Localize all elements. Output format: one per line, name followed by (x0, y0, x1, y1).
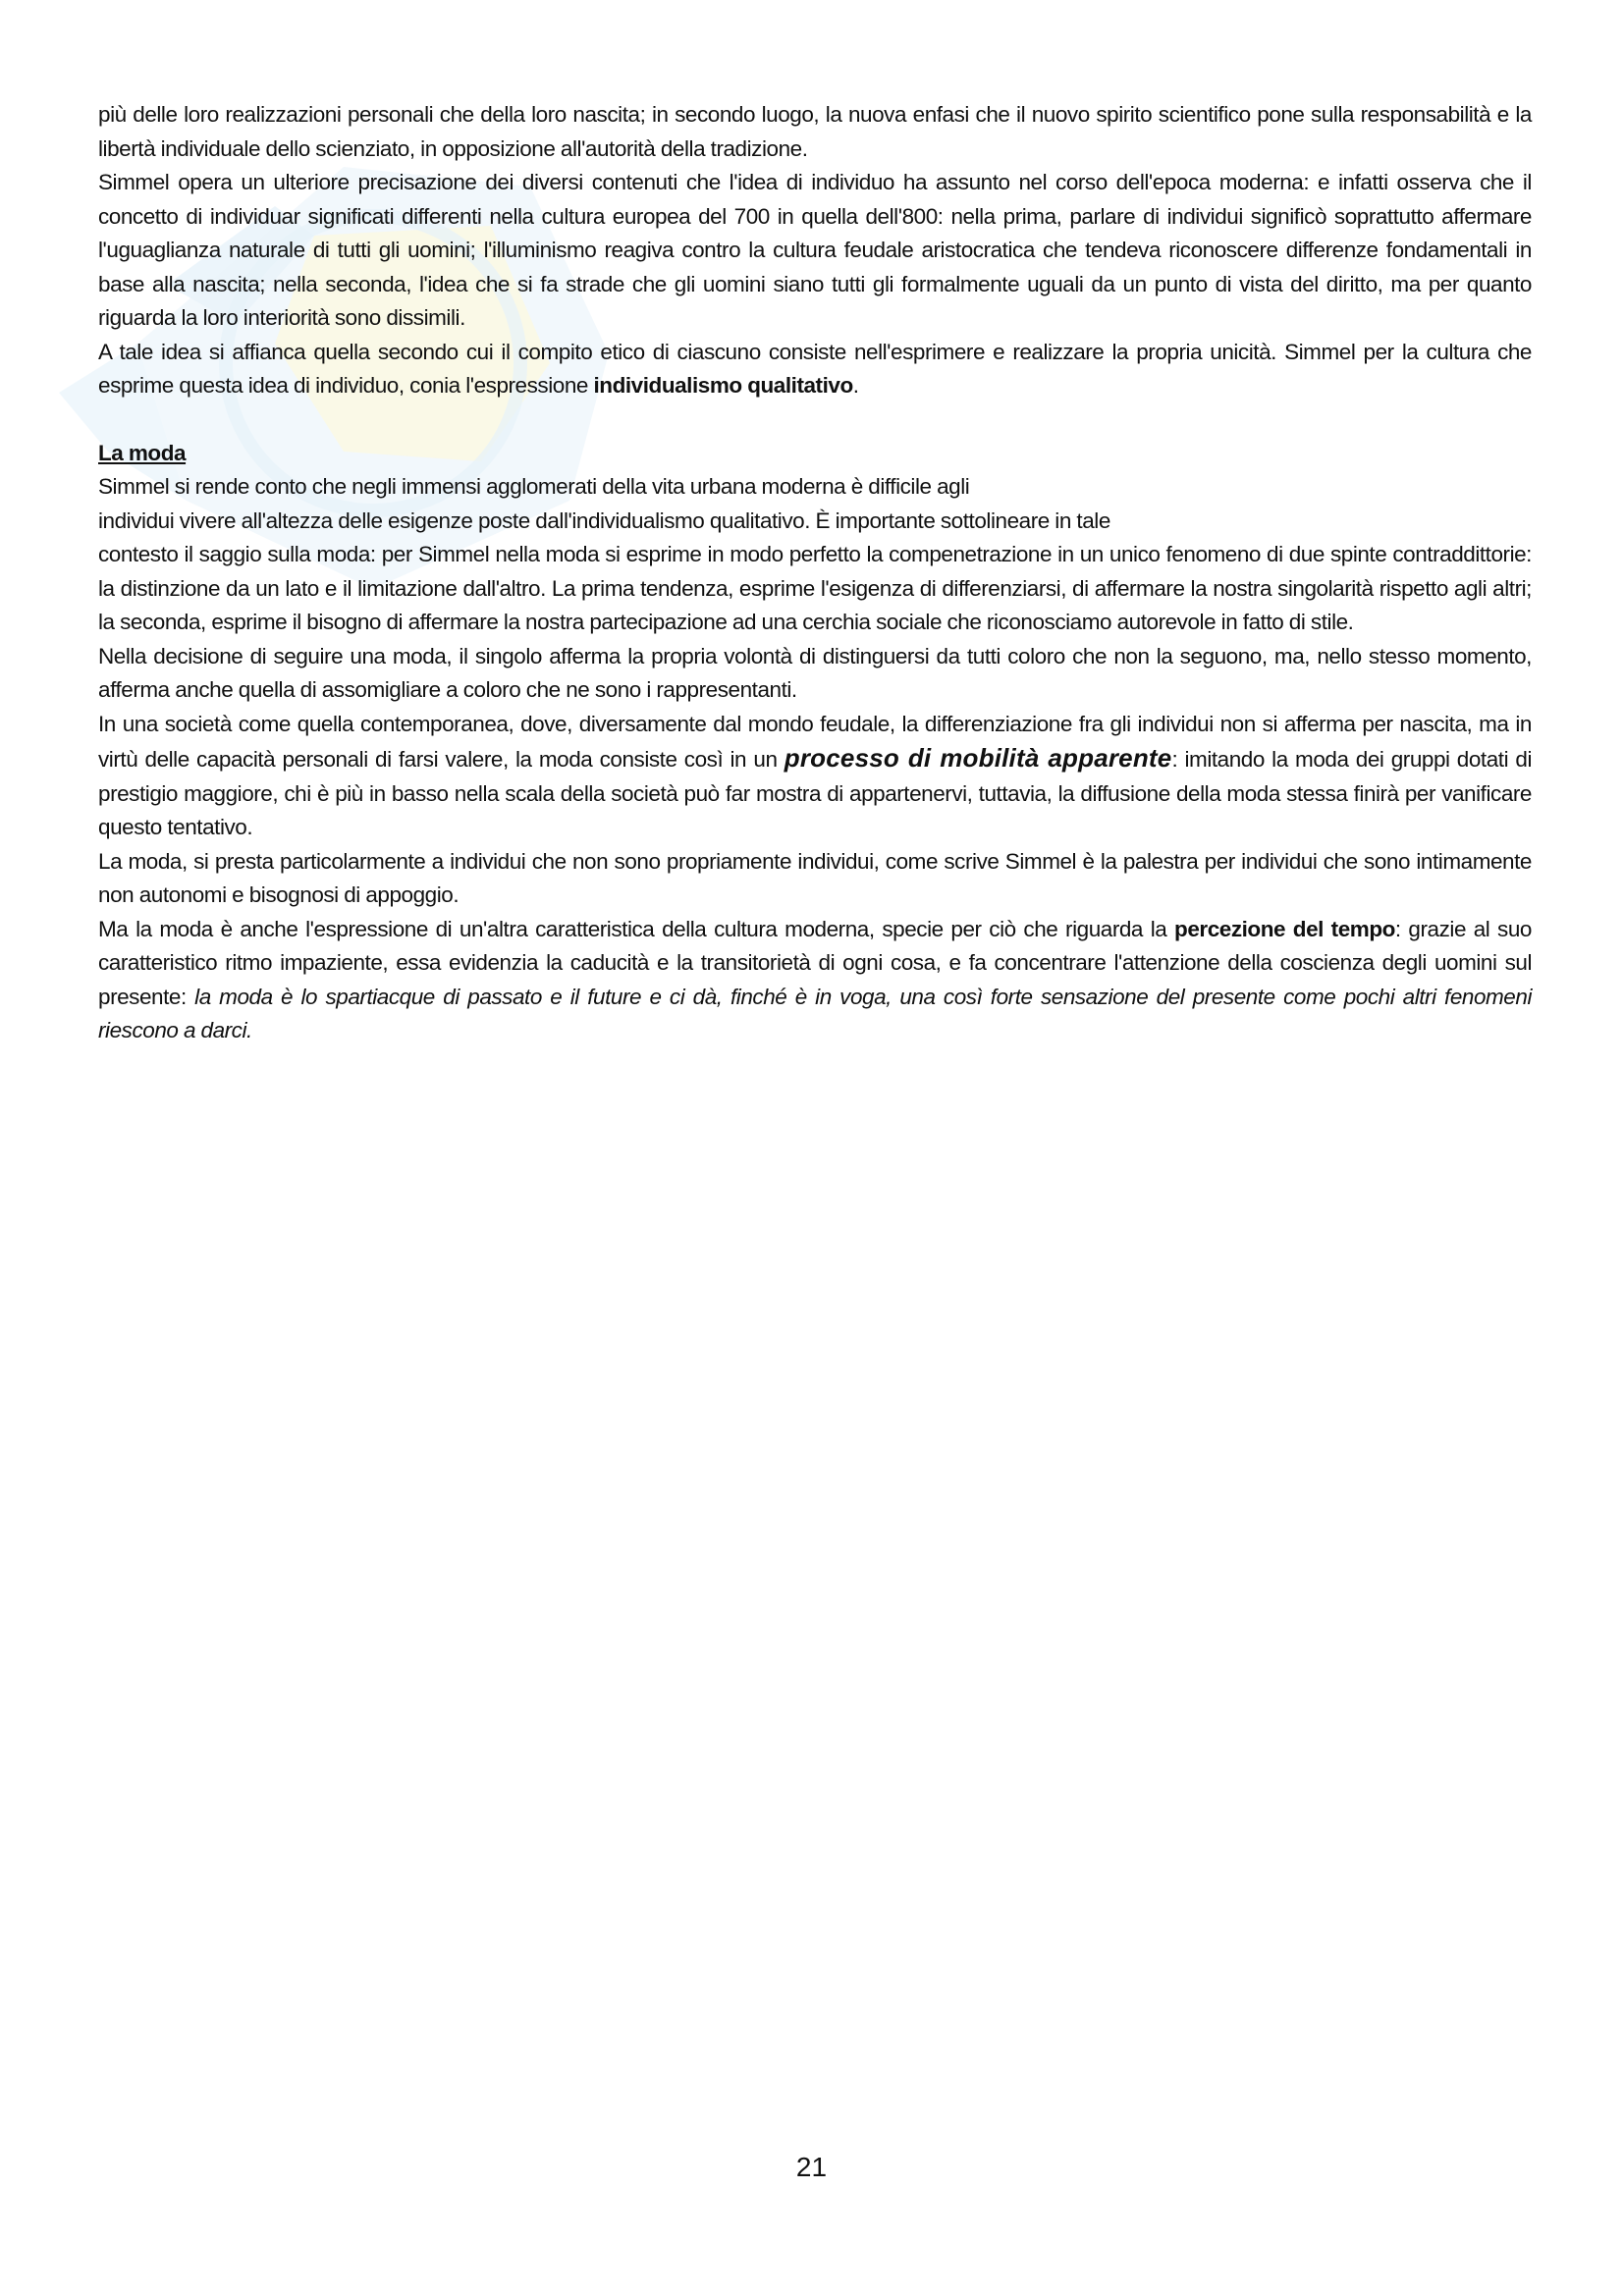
paragraph (98, 708, 1532, 845)
page-number: 21 (795, 2152, 828, 2182)
document-body (98, 98, 1532, 1048)
paragraph (98, 913, 1532, 1048)
text-run: In una società come quella contemporanea, dove, diversamente dal mondo feudale, la differenziazione fra gli individui non si afferma per nascita, ma in virtù delle capacità personali di farsi valere, la moda consiste così in un (98, 711, 1532, 772)
bold-term: percezione del tempo (1174, 916, 1395, 941)
paragraph (98, 336, 1532, 403)
paragraph: Nella decisione di seguire una moda, il singolo afferma la propria volontà di distinguersi da tutti coloro che non la seguono, ma, nello stesso momento, afferma anche quella di assomigliare a coloro che ne sono i rappresentanti. (98, 643, 1532, 702)
italic-quote: la moda è lo spartiacque di passato e il future e ci dà, finché è in voga, una così forte sensazione del presente come pochi altri fenomeni riescono a darci. (98, 984, 1532, 1042)
text-run: : imitando la moda dei gruppi dotati di prestigio maggiore, chi è più in basso nella scala della società può far mostra di appartenervi, tuttavia, la diffusione della moda stessa finirà per vanificare questo tentativo. (98, 747, 1533, 839)
text-run: A tale idea si affianca quella secondo cui il compito etico di ciascuno consiste nell'esprimere e realizzare la propria unicità. Simmel per la cultura che esprime questa idea di individuo, conia l'espressione (98, 339, 1532, 398)
emphasized-term: processo di mobilità apparente (784, 743, 1172, 773)
paragraph-line: individui vivere all'altezza delle esigenze poste dall'individualismo qualitativo. È importante sottolineare in tale (98, 507, 1110, 533)
text-run: : grazie al suo caratteristico ritmo impaziente, essa evidenzia la caducità e la transitorietà di ogni cosa, e fa concentrare l'attenzione della coscienza degli uomini sul presente: (98, 916, 1532, 1009)
text-run: . (852, 373, 859, 398)
paragraph-line: Simmel si rende conto che negli immensi agglomerati della vita urbana moderna è difficile agli (98, 474, 970, 499)
paragraph: più delle loro realizzazioni personali che della loro nascita; in secondo luogo, la nuova enfasi che il nuovo spirito scientifico pone sulla responsabilità e la libertà individuale dello scienziato, in opposizione all'autorità della tradizione. (98, 102, 1532, 161)
paragraph: Simmel opera un ulteriore precisazione dei diversi contenuti che l'idea di individuo ha assunto nel corso dell'epoca moderna: e infatti osserva che il concetto di individuar significati differenti nella cultura europea del 700 in quella dell'800: nella prima, parlare di individui significò soprattutto affermare l'uguaglianza naturale di tutti gli uomini; l'illuminismo reagiva contro la cultura feudale aristocratica che tendeva riconoscere differenze fondamentali in base alla nascita; nella seconda, l'idea che si fa strade che gli uomini siano tutti gli formalmente uguali da un punto di vista del diritto, ma per quanto riguarda la loro interiorità sono dissimili. (98, 170, 1532, 330)
text-run: Ma la moda è anche l'espressione di un'altra caratteristica della cultura moderna, specie per ciò che riguarda la (98, 916, 1175, 941)
section-heading: La moda (98, 440, 187, 465)
paragraph: contesto il saggio sulla moda: per Simmel nella moda si esprime in modo perfetto la compenetrazione in un unico fenomeno di due spinte contraddittorie: la distinzione da un lato e il limitazione dall'altro. La prima tendenza, esprime l'esigenza di differenziarsi, di affermare la nostra singolarità rispetto agli altri; la seconda, esprime il bisogno di affermare la nostra partecipazione ad una cerchia sociale che riconosciamo autorevole in fatto di stile. (98, 542, 1532, 634)
paragraph: La moda, si presta particolarmente a individui che non sono propriamente individui, come scrive Simmel è la palestra per individui che sono intimamente non autonomi e bisognosi di appoggio. (98, 848, 1532, 907)
bold-term: individualismo qualitativo (593, 373, 853, 398)
